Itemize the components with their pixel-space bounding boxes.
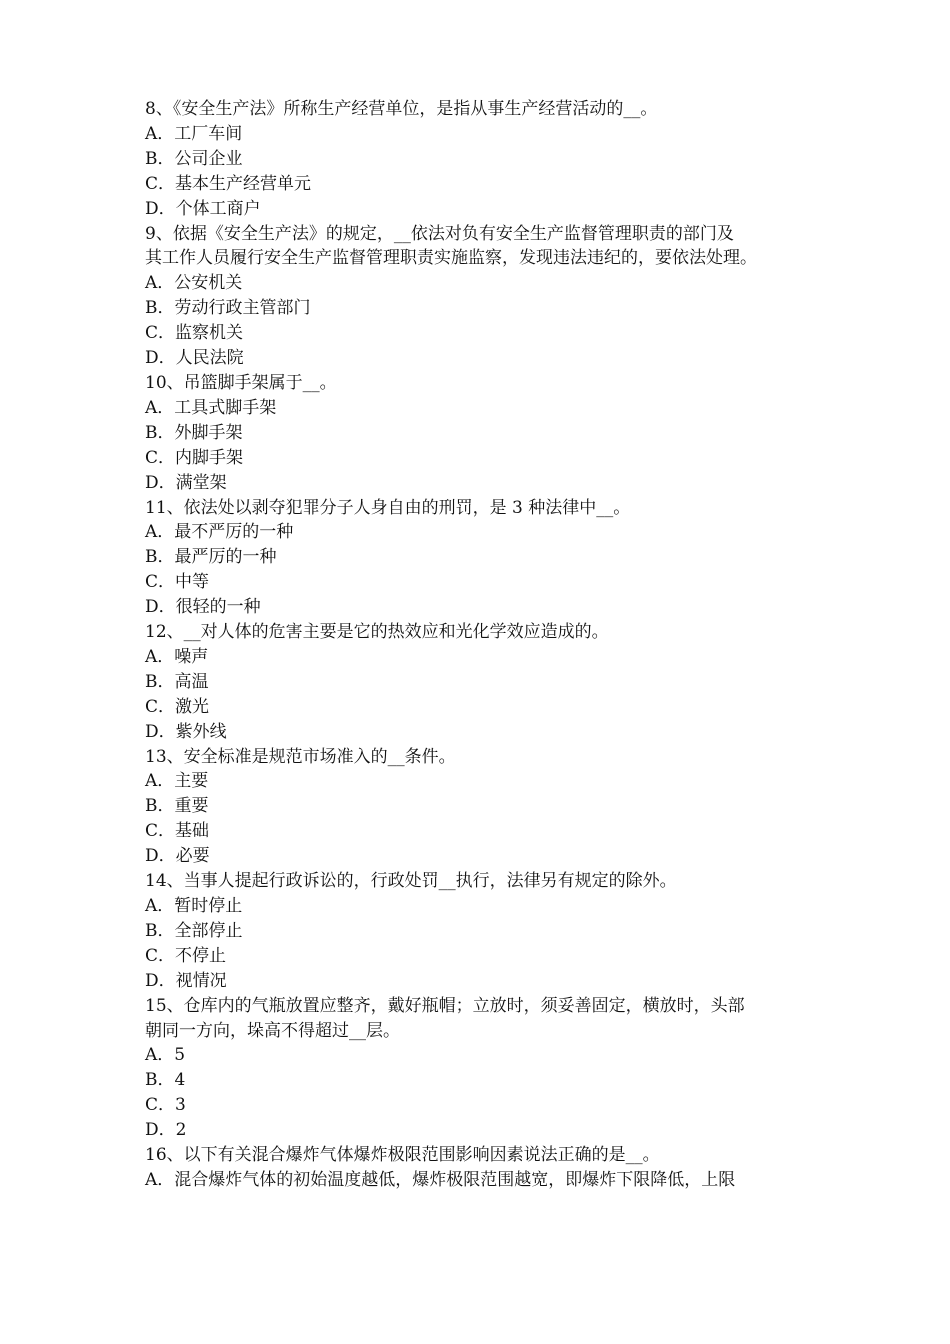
question-block	[145, 1143, 820, 1193]
answer-option: B．高温	[145, 671, 209, 692]
question-text: 朝同一方向，垛高不得超过__层。	[145, 1020, 400, 1041]
answer-option: B．公司企业	[145, 148, 243, 169]
answer-option: D．很轻的一种	[145, 597, 261, 618]
answer-option: B．4	[145, 1070, 186, 1091]
question-text: 10、吊篮脚手架属于__。	[145, 372, 337, 393]
answer-option: D．视情况	[145, 970, 227, 991]
question-text: 9、依据《安全生产法》的规定，__依法对负有安全生产监督管理职责的部门及	[145, 223, 734, 244]
question-text: 14、当事人提起行政诉讼的，行政处罚__执行，法律另有规定的除外。	[145, 871, 677, 892]
answer-option: A．公安机关	[145, 273, 243, 294]
answer-option: C．监察机关	[145, 323, 244, 344]
answer-option: B．全部停止	[145, 920, 243, 941]
answer-option: A．噪声	[145, 646, 209, 667]
answer-option: C．基本生产经营单元	[145, 173, 312, 194]
answer-option: A．最不严厉的一种	[145, 522, 294, 543]
answer-option: D．2	[145, 1120, 187, 1141]
question-text: 13、安全标准是规范市场准入的__条件。	[145, 746, 456, 767]
question-text: 15、仓库内的气瓶放置应整齐，戴好瓶帽；立放时，须妥善固定，横放时，头部	[145, 995, 745, 1016]
answer-option: C．激光	[145, 696, 210, 717]
answer-option: B．外脚手架	[145, 422, 243, 443]
answer-option: C．基础	[145, 821, 210, 842]
question-block	[145, 620, 820, 745]
question-block	[145, 371, 820, 496]
answer-option: A．主要	[145, 771, 209, 792]
answer-option: C．内脚手架	[145, 447, 244, 468]
question-text: 12、__对人体的危害主要是它的热效应和光化学效应造成的。	[145, 622, 609, 643]
answer-option: C．不停止	[145, 945, 227, 966]
answer-option: D．满堂架	[145, 472, 227, 493]
question-block	[145, 97, 820, 222]
answer-option: D．必要	[145, 846, 210, 867]
answer-option: A．工厂车间	[145, 123, 243, 144]
answer-option: D．人民法院	[145, 348, 244, 369]
question-list	[145, 97, 820, 1193]
answer-option: A．暂时停止	[145, 896, 243, 916]
answer-option: B．劳动行政主管部门	[145, 298, 311, 319]
question-text: 16、以下有关混合爆炸气体爆炸极限范围影响因素说法正确的是__。	[145, 1145, 660, 1166]
answer-option: B．重要	[145, 796, 209, 817]
question-text: 其工作人员履行安全生产监督管理职责实施监察，发现违法违纪的，要依法处理。	[145, 248, 757, 269]
answer-option: D．紫外线	[145, 721, 227, 742]
answer-option: A．混合爆炸气体的初始温度越低，爆炸极限范围越宽，即爆炸下限降低，上限	[145, 1169, 736, 1190]
answer-option: A．5	[145, 1045, 186, 1066]
answer-option: D．个体工商户	[145, 198, 261, 219]
question-text: 8、《安全生产法》所称生产经营单位，是指从事生产经营活动的__。	[145, 99, 658, 119]
question-block	[145, 869, 820, 994]
answer-option: B．最严厉的一种	[145, 547, 277, 568]
question-block	[145, 496, 820, 621]
question-block	[145, 994, 820, 1143]
question-block	[145, 222, 820, 371]
question-block	[145, 745, 820, 870]
answer-option: C．3	[145, 1095, 186, 1116]
answer-option: C．中等	[145, 572, 210, 593]
question-text: 11、依法处以剥夺犯罪分子人身自由的刑罚，是 3 种法律中__。	[145, 497, 631, 518]
answer-option: A．工具式脚手架	[145, 397, 277, 418]
